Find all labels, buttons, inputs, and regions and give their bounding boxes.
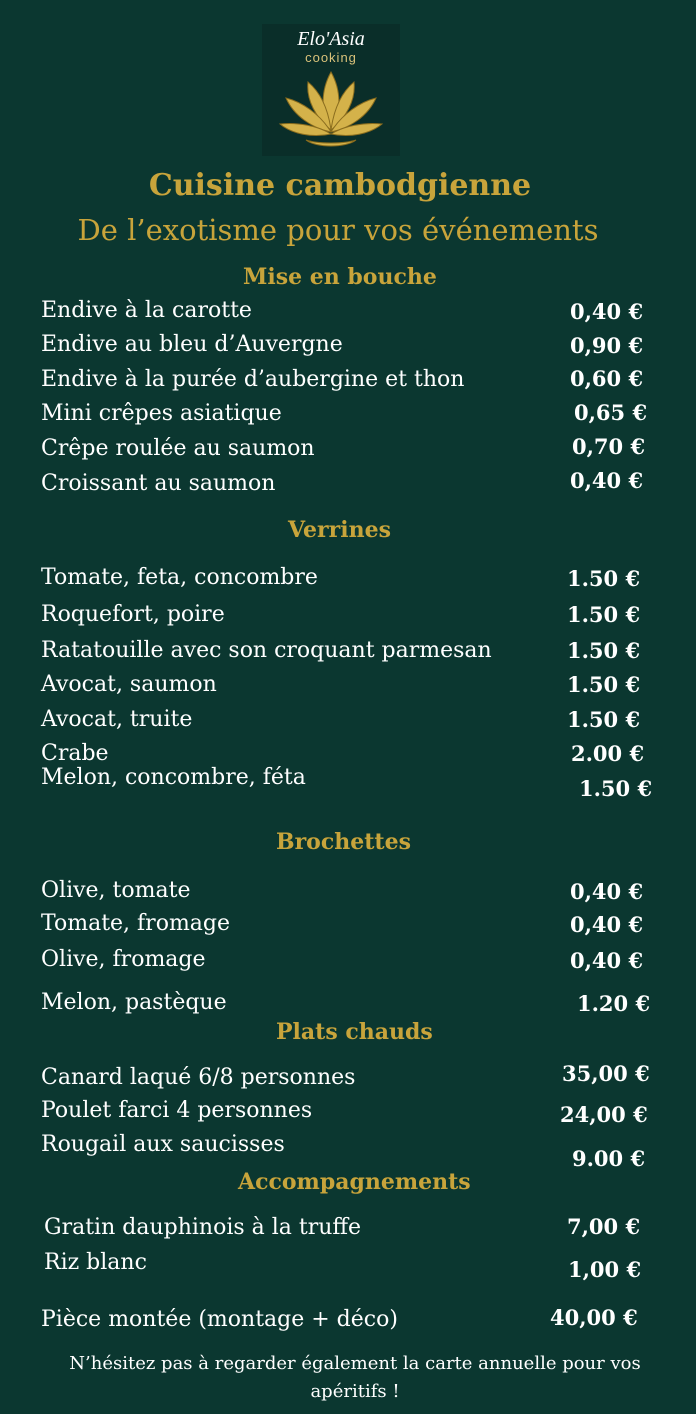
- menu-item-price: 2.00 €: [571, 741, 645, 766]
- menu-item-price: 1.50 €: [567, 672, 641, 697]
- piece-montee-name: Pièce montée (montage + déco): [41, 1307, 398, 1332]
- menu-item-name: Melon, pastèque: [41, 990, 227, 1015]
- menu-item-name: Endive à la purée d’aubergine et thon: [41, 367, 465, 392]
- logo-brand: Elo'Asia: [297, 28, 365, 50]
- menu-item-name: Roquefort, poire: [41, 602, 225, 627]
- menu-item-name: Avocat, truite: [41, 707, 193, 732]
- menu-item-price: 1.50 €: [567, 707, 641, 732]
- menu-item-name: Crêpe roulée au saumon: [41, 436, 315, 461]
- menu-item-name: Olive, fromage: [41, 947, 206, 972]
- menu-item-name: Riz blanc: [44, 1250, 147, 1275]
- menu-item-price: 0,70 €: [572, 434, 646, 459]
- menu-item-price: 1.50 €: [567, 638, 641, 663]
- menu-item-name: Crabe: [41, 741, 109, 766]
- menu-item-price: 0,40 €: [570, 912, 644, 937]
- menu-item-name: Endive à la carotte: [41, 298, 252, 323]
- page-title: Cuisine cambodgienne: [148, 168, 532, 203]
- menu-item-price: 24,00 €: [560, 1102, 648, 1127]
- section-title-verrines: Verrines: [288, 517, 391, 543]
- menu-item-name: Mini crêpes asiatique: [41, 401, 282, 426]
- menu-item-name: Rougail aux saucisses: [41, 1132, 285, 1157]
- footer-note: N’hésitez pas à regarder également la carte annuelle pour vos apéritifs !: [69, 1353, 641, 1402]
- menu-item-price: 35,00 €: [562, 1061, 650, 1086]
- logo-sub: cooking: [305, 50, 357, 65]
- menu-item-name: Tomate, fromage: [41, 911, 231, 936]
- menu-item-name: Endive au bleu d’Auvergne: [41, 332, 343, 357]
- logo: [262, 24, 400, 156]
- section-title-accompagnements: Accompagnements: [238, 1169, 471, 1195]
- section-title-plats-chauds: Plats chauds: [276, 1019, 433, 1045]
- menu-item-price: 0,60 €: [570, 366, 644, 391]
- section-title-mise-en-bouche: Mise en bouche: [243, 264, 437, 290]
- menu-item-name: Poulet farci 4 personnes: [41, 1098, 313, 1123]
- menu-item-name: Croissant au saumon: [41, 471, 276, 496]
- lotus-icon: [276, 68, 386, 154]
- menu-item-price: 7,00 €: [567, 1214, 641, 1239]
- menu-item-price: 0,40 €: [570, 879, 644, 904]
- menu-item-name: Avocat, saumon: [41, 672, 217, 697]
- menu-item-price: 1.50 €: [567, 602, 641, 627]
- menu-item-name: Melon, concombre, féta: [41, 765, 306, 790]
- menu-item-name: Gratin dauphinois à la truffe: [44, 1215, 362, 1240]
- menu-item-price: 1.50 €: [567, 566, 641, 591]
- menu-item-name: Tomate, feta, concombre: [41, 565, 318, 590]
- menu-item-name: Ratatouille avec son croquant parmesan: [41, 638, 492, 663]
- menu-item-price: 0,40 €: [570, 299, 644, 324]
- menu-item-price: 1.20 €: [577, 991, 651, 1016]
- menu-item-name: Canard laqué 6/8 personnes: [41, 1065, 356, 1090]
- menu-item-price: 0,90 €: [570, 333, 644, 358]
- menu-item-name: Olive, tomate: [41, 878, 191, 903]
- menu-item-price: 1.50 €: [579, 776, 653, 801]
- piece-montee-price: 40,00 €: [550, 1305, 638, 1330]
- menu-item-price: 0,65 €: [574, 400, 648, 425]
- menu-item-price: 9.00 €: [572, 1146, 646, 1171]
- menu-item-price: 1,00 €: [568, 1257, 642, 1282]
- menu-item-price: 0,40 €: [570, 948, 644, 973]
- section-title-brochettes: Brochettes: [276, 829, 411, 855]
- page-subtitle: De l’exotisme pour vos événements: [77, 213, 599, 247]
- menu-item-price: 0,40 €: [570, 468, 644, 493]
